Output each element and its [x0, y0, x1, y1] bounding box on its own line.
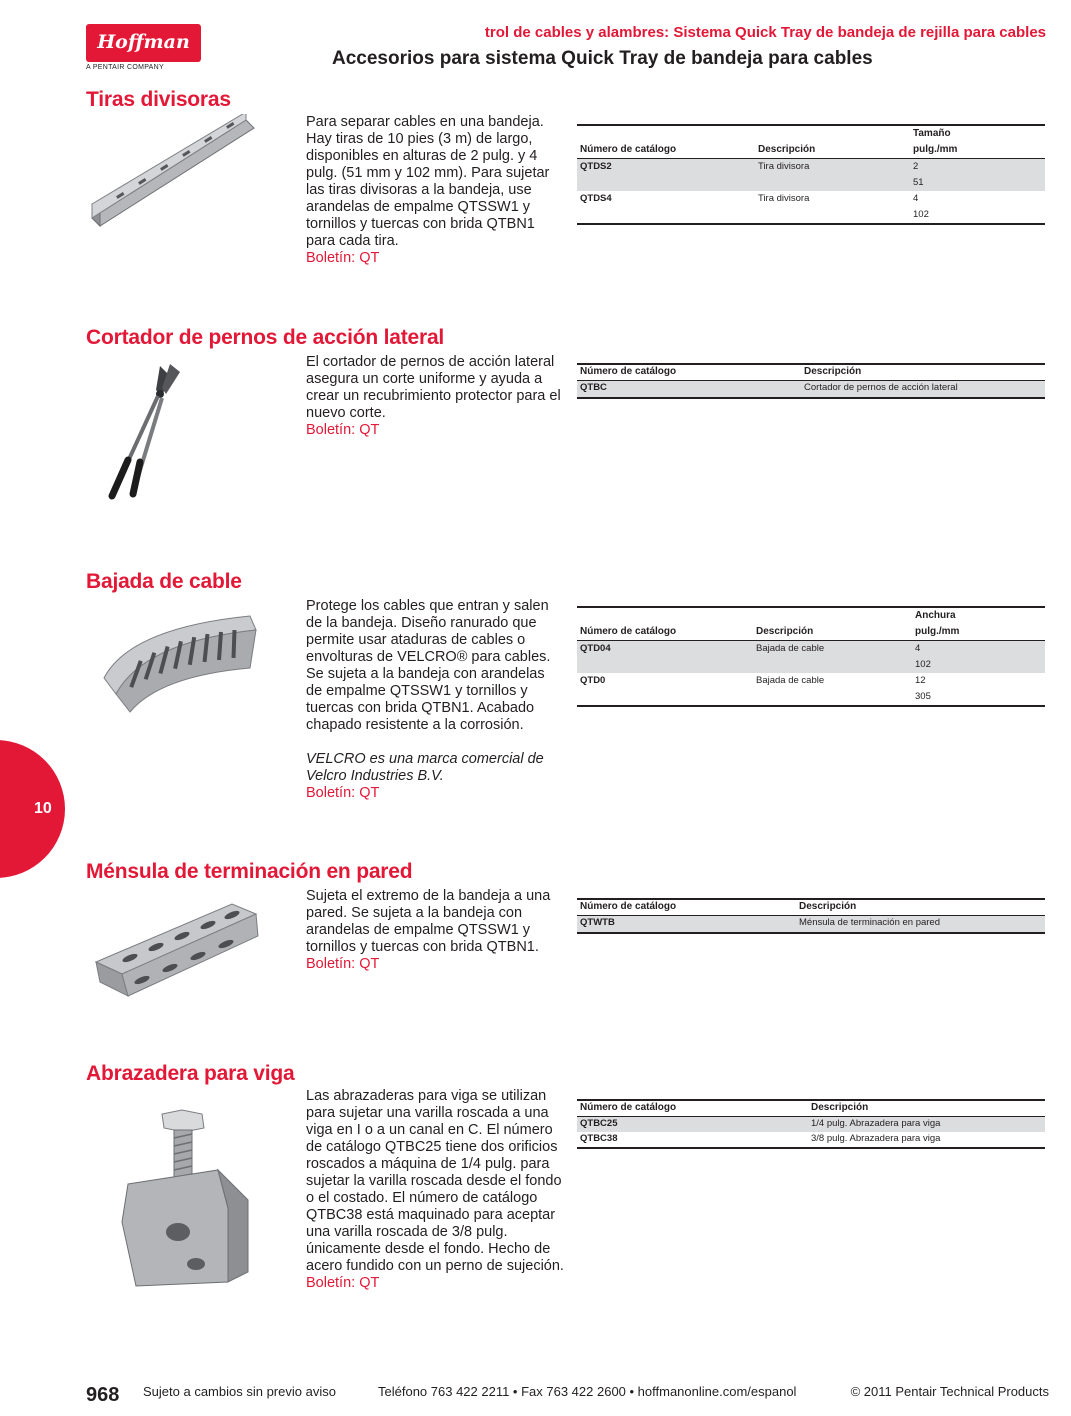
logo-text: Hoffman — [97, 31, 190, 53]
catalog-table — [577, 898, 1045, 934]
catalog-table — [577, 124, 1045, 225]
header-description: Descripción — [756, 626, 814, 637]
section-description — [306, 354, 564, 439]
header-catalog: Número de catálogo — [580, 901, 677, 912]
header-width: Anchura — [915, 610, 956, 621]
catalog-table — [577, 606, 1045, 707]
section-title-beam-clamp: Abrazadera para viga — [86, 1062, 295, 1085]
cell-description: 3/8 pulg. Abrazadera para viga — [811, 1133, 941, 1144]
table-row — [577, 381, 1045, 397]
header-description: Descripción — [804, 366, 862, 377]
cell-inch: 2 — [913, 161, 919, 172]
cell-description: Ménsula de terminación en pared — [799, 917, 941, 928]
table-header — [577, 608, 1045, 641]
description-text: Protege los cables que entran y salen de la bandeja. Diseño ranurado que permite usar ataduras de cables o envolturas de VELCRO® para cables. Se sujeta a la bandeja con arandelas de empalme QTSSW1 y tornillos y tuercas con brida QTBN1. Acabado chapado resistente a la corrosión. — [306, 598, 551, 733]
table-header — [577, 1101, 1045, 1117]
cell-description: Bajada de cable — [756, 675, 825, 686]
table-row — [577, 673, 1045, 705]
table-header — [577, 126, 1045, 159]
cell-catalog: QTBC — [580, 382, 607, 393]
section-description — [306, 598, 564, 802]
cell-description: Cortador de pernos de acción lateral — [804, 382, 958, 393]
bulletin-link[interactable]: Boletín: QT — [306, 250, 380, 266]
catalog-table — [577, 1099, 1045, 1149]
footer-notice: Sujeto a cambios sin previo aviso — [143, 1384, 336, 1399]
bulletin-link[interactable]: Boletín: QT — [306, 785, 380, 801]
description-text: Para separar cables en una bandeja. Hay tiras de 10 pies (3 m) de largo, disponibles en alturas de 2 pulg. y 4 pulg. (51 mm y 102 mm). Para sujetar las tiras divisoras a la bandeja, use arandelas de empalme QTSSW1 y tornillos y tuercas con brida QTBN1 para cada tira. — [306, 114, 550, 249]
page-number: 968 — [86, 1384, 120, 1406]
logo-subtitle: A PENTAIR COMPANY — [86, 64, 164, 71]
catalog-table — [577, 363, 1045, 399]
section-description — [306, 1088, 564, 1292]
description-text: Las abrazaderas para viga se utilizan para sujetar una varilla roscada a una viga en I o a un canal en C. El número de catálogo QTBC25 tiene dos orificios roscados a máquina de 1/4 pulg. para sujetar la varilla roscada desde el fondo o el costado. El número de catálogo QTBC38 está maquinado para aceptar una varilla roscada de 3/8 pulg. únicamente desde el fondo. Hecho de acero fundido con un perno de sujeción. — [306, 1088, 564, 1274]
table-row — [577, 1132, 1045, 1147]
cell-mm: 102 — [915, 659, 931, 670]
hoffman-logo — [86, 24, 201, 62]
header-catalog: Número de catálogo — [580, 626, 677, 637]
beam-clamp-image — [108, 1104, 256, 1294]
chapter-tab — [0, 740, 65, 878]
header-units: pulg./mm — [915, 626, 960, 637]
footer-contact: Teléfono 763 422 2211 • Fax 763 422 2600 • hoffmanonline.com/espanol — [378, 1384, 797, 1399]
wall-bracket-image — [92, 900, 264, 1000]
cell-mm: 51 — [913, 177, 924, 188]
bulletin-link[interactable]: Boletín: QT — [306, 422, 380, 438]
chapter-number: 10 — [34, 800, 52, 817]
cable-drop-image — [90, 608, 260, 724]
section-title-cable-drop: Bajada de cable — [86, 570, 242, 593]
section-description — [306, 888, 564, 973]
section-title-divider-strips: Tiras divisoras — [86, 88, 231, 111]
cell-description: Tira divisora — [758, 161, 810, 172]
cell-catalog: QTDS4 — [580, 193, 612, 204]
bulletin-link[interactable]: Boletín: QT — [306, 956, 380, 972]
table-row — [577, 159, 1045, 191]
cell-inch: 4 — [915, 643, 921, 654]
cell-inch: 4 — [913, 193, 919, 204]
bolt-cutter-image — [100, 360, 190, 505]
header-catalog: Número de catálogo — [580, 1102, 677, 1113]
cell-catalog: QTWTB — [580, 917, 615, 928]
section-header: trol de cables y alambres: Sistema Quick Tray de bandeja de rejilla para cables — [484, 24, 1046, 41]
table-header — [577, 900, 1045, 916]
header-size: Tamaño — [913, 128, 951, 139]
header-description: Descripción — [758, 144, 816, 155]
page-title: Accesorios para sistema Quick Tray de bandeja para cables — [332, 48, 873, 69]
bulletin-link[interactable]: Boletín: QT — [306, 1275, 380, 1291]
cell-catalog: QTD04 — [580, 643, 611, 654]
table-row — [577, 916, 1045, 932]
section-title-bolt-cutter: Cortador de pernos de acción lateral — [86, 326, 445, 349]
cell-inch: 12 — [915, 675, 926, 686]
divider-strip-image — [86, 114, 261, 230]
table-row — [577, 191, 1045, 223]
table-row — [577, 641, 1045, 673]
header-units: pulg./mm — [913, 144, 958, 155]
header-description: Descripción — [811, 1102, 869, 1113]
section-description — [306, 114, 564, 267]
cell-catalog: QTBC25 — [580, 1118, 618, 1129]
section-title-wall-bracket: Ménsula de terminación en pared — [86, 860, 413, 883]
cell-catalog: QTD0 — [580, 675, 606, 686]
header-catalog: Número de catálogo — [580, 366, 677, 377]
cell-description: Tira divisora — [758, 193, 810, 204]
trademark-note: VELCRO es una marca comercial de Velcro Industries B.V. — [306, 751, 544, 784]
table-row — [577, 1117, 1045, 1132]
footer-copyright: © 2011 Pentair Technical Products — [850, 1384, 1049, 1399]
cell-description: Bajada de cable — [756, 643, 825, 654]
description-text: Sujeta el extremo de la bandeja a una pared. Se sujeta a la bandeja con arandelas de empalme QTSSW1 y tornillos y tuercas con brida QTBN1. — [306, 888, 551, 955]
cell-mm: 102 — [913, 209, 929, 220]
header-catalog: Número de catálogo — [580, 144, 677, 155]
cell-description: 1/4 pulg. Abrazadera para viga — [811, 1118, 941, 1129]
header-description: Descripción — [799, 901, 857, 912]
cell-mm: 305 — [915, 691, 931, 702]
cell-catalog: QTDS2 — [580, 161, 612, 172]
cell-catalog: QTBC38 — [580, 1133, 618, 1144]
description-text: El cortador de pernos de acción lateral asegura un corte uniforme y ayuda a crear un recubrimiento protector para el nuevo corte. — [306, 354, 561, 421]
table-header — [577, 365, 1045, 381]
